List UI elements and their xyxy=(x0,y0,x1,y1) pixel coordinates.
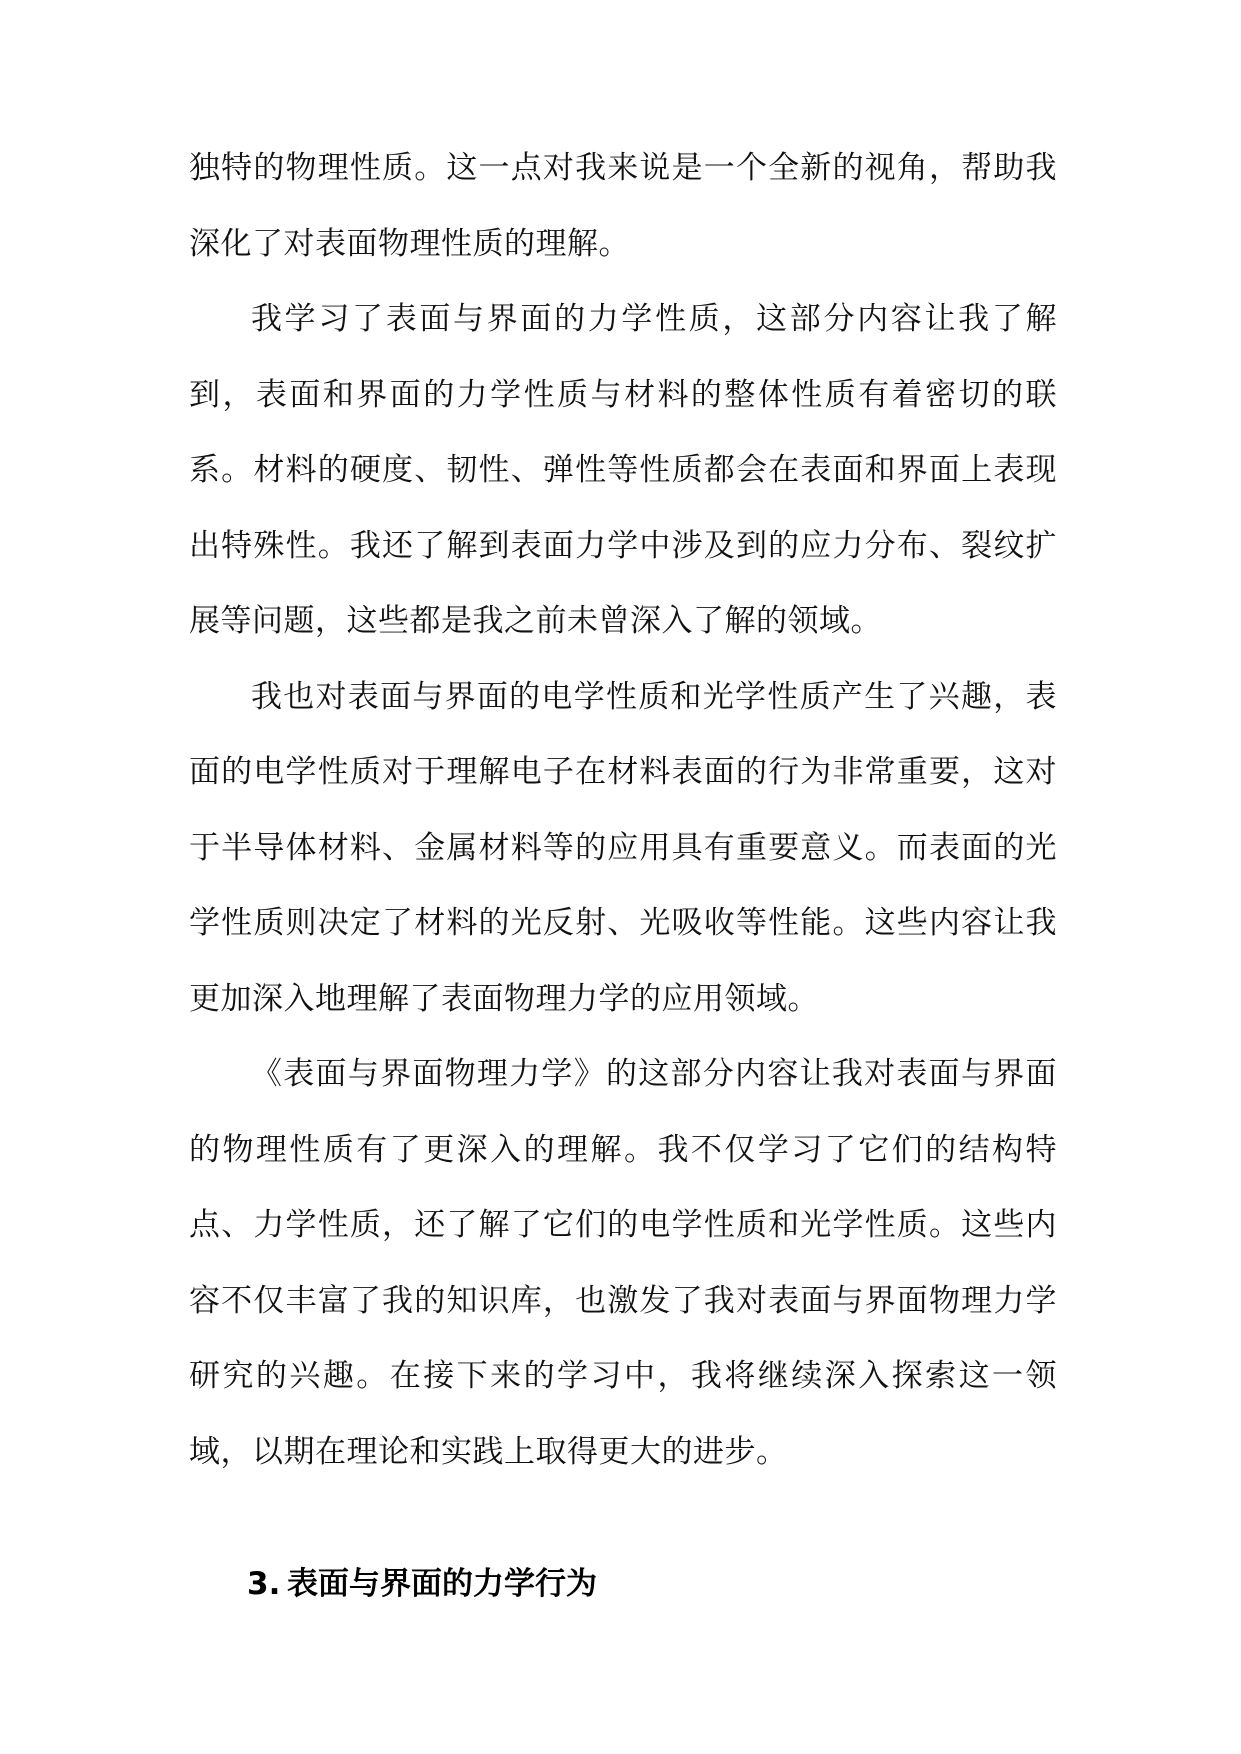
section-number: 3. xyxy=(247,1566,281,1602)
section-heading xyxy=(189,1554,1057,1614)
section-title: 表面与界面的力学行为 xyxy=(287,1566,597,1602)
paragraph-1: 独特的物理性质。这一点对我来说是一个全新的视角，帮助我深化了对表面物理性质的理解。 xyxy=(189,150,1057,262)
paragraph-2: 我学习了表面与界面的力学性质，这部分内容让我了解到，表面和界面的力学性质与材料的整体性质有着密切的联系。材料的硬度、韧性、弹性等性质都会在表面和界面上表现出特殊性。我还了解到表面力学中涉及到的应力分布、裂纹扩展等问题，这些都是我之前未曾深入了解的领域。 xyxy=(189,301,1057,639)
paragraph-4: 《表面与界面物理力学》的这部分内容让我对表面与界面的物理性质有了更深入的理解。我不仅学习了它们的结构特点、力学性质，还了解了它们的电学性质和光学性质。这些内容不仅丰富了我的知识库，也激发了我对表面与界面物理力学研究的兴趣。在接下来的学习中，我将继续深入探索这一领域，以期在理论和实践上取得更大的进步。 xyxy=(189,1056,1057,1470)
document-page xyxy=(189,131,1057,1614)
paragraph-3: 我也对表面与界面的电学性质和光学性质产生了兴趣，表面的电学性质对于理解电子在材料表面的行为非常重要，这对于半导体材料、金属材料等的应用具有重要意义。而表面的光学性质则决定了材料的光反射、光吸收等性能。这些内容让我更加深入地理解了表面物理力学的应用领域。 xyxy=(189,678,1057,1017)
